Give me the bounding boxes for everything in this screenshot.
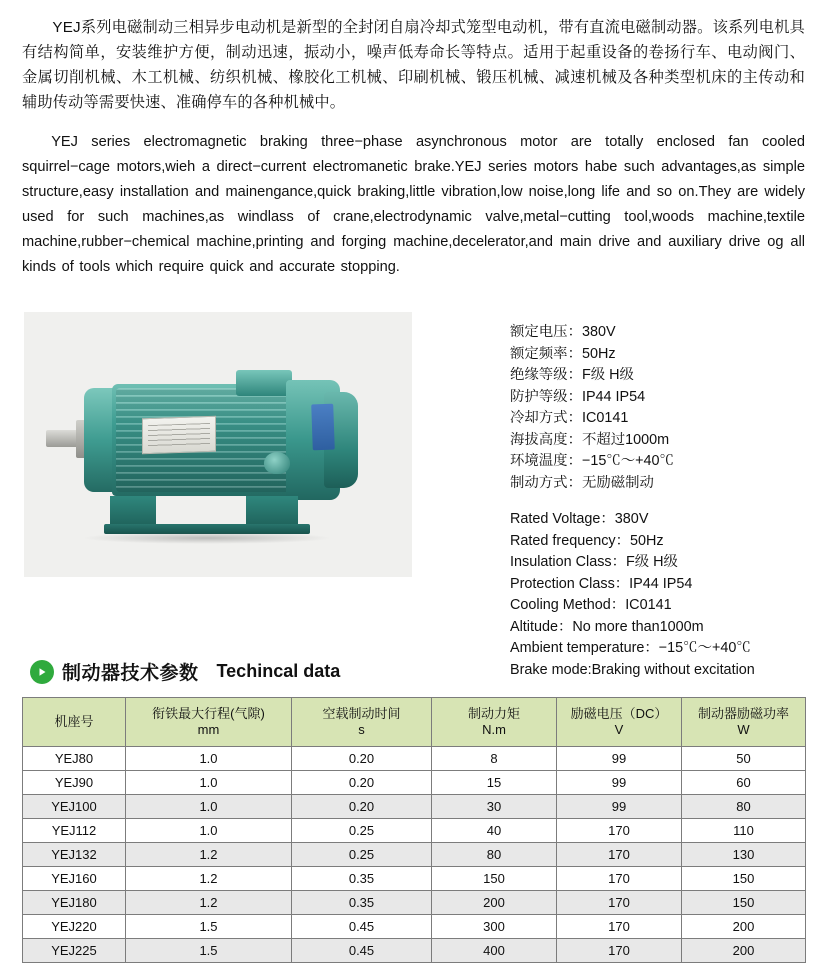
cell-excitation-power: 60 — [682, 771, 806, 795]
table-row — [23, 771, 806, 795]
header-line1: 励磁电压（DC） — [570, 706, 668, 722]
cell-excitation-power: 110 — [682, 819, 806, 843]
spec-line-en-temperature: Ambient temperature：−15℃～+40℃ — [510, 640, 751, 657]
intro-paragraph-english: YEJ series electromagnetic braking three−phase asynchronous motor are totally enclosed fan cooled squirrel−cage motors,wieh a direct−current electromanetic brake.YEJ series motors habe such advantages,as simple structure,easy installation and mainengance,quick braking,little vibration,low noise,long life and so on.They are widely used for such machines,as windlass of crane,electrodynamic valve,metal−cutting tool,woods machine,textile machine,rubber−chemical machine,printing and forging machine,decelerator,and main drive and auxiliary drive og all kinds of tools which require quick and accurate stopping. — [22, 134, 805, 276]
cell-excitation-voltage: 99 — [557, 795, 682, 819]
cell-braking-torque: 8 — [432, 747, 557, 771]
cell-excitation-voltage: 170 — [557, 819, 682, 843]
spec-line-cn-brake-mode: 制动方式：无励磁制动 — [510, 474, 654, 491]
cell-armature-stroke: 1.0 — [126, 795, 292, 819]
cell-excitation-power: 130 — [682, 843, 806, 867]
header-line2: W — [737, 722, 750, 738]
cell-armature-stroke: 1.0 — [126, 747, 292, 771]
specifications-block — [510, 322, 827, 681]
spec-line-en-protection: Protection Class：IP44 IP54 — [510, 575, 693, 592]
cell-braking-time: 0.35 — [292, 867, 432, 891]
cell-excitation-voltage: 170 — [557, 867, 682, 891]
motor-shadow — [82, 532, 332, 544]
cell-excitation-voltage: 170 — [557, 915, 682, 939]
column-header-no-load-braking-time — [292, 698, 432, 747]
section-title-chinese: 制动器技术参数 — [62, 663, 199, 685]
cell-braking-torque: 80 — [432, 843, 557, 867]
motor-adjuster-knob — [264, 452, 290, 474]
cell-armature-stroke: 1.5 — [126, 939, 292, 963]
cell-frame-size: YEJ132 — [23, 843, 126, 867]
cell-braking-torque: 300 — [432, 915, 557, 939]
cell-braking-time: 0.25 — [292, 819, 432, 843]
cell-braking-time: 0.20 — [292, 771, 432, 795]
cell-frame-size: YEJ160 — [23, 867, 126, 891]
section-heading — [22, 658, 805, 685]
spec-line-cn-altitude: 海拔高度：不超过1000m — [510, 431, 670, 448]
cell-braking-torque: 40 — [432, 819, 557, 843]
cell-frame-size: YEJ225 — [23, 939, 126, 963]
intro-section — [22, 15, 805, 280]
cell-excitation-power: 150 — [682, 867, 806, 891]
cell-braking-torque: 200 — [432, 891, 557, 915]
table-row — [23, 819, 806, 843]
header-line2: N.m — [482, 722, 506, 738]
play-icon — [30, 660, 54, 684]
specifications-chinese — [510, 322, 827, 494]
motor-photo — [24, 312, 412, 577]
spec-line-cn-cooling: 冷却方式：IC0141 — [510, 410, 629, 427]
cell-braking-time: 0.25 — [292, 843, 432, 867]
header-line1: 空载制动时间 — [322, 706, 401, 722]
cell-armature-stroke: 1.0 — [126, 819, 292, 843]
spec-line-en-voltage: Rated Voltage：380V — [510, 511, 649, 528]
cell-armature-stroke: 1.2 — [126, 867, 292, 891]
cell-armature-stroke: 1.2 — [126, 891, 292, 915]
spec-line-en-frequency: Rated frequency：50Hz — [510, 532, 664, 549]
table-header-row — [23, 698, 806, 747]
cell-braking-torque: 30 — [432, 795, 557, 819]
cell-excitation-voltage: 99 — [557, 747, 682, 771]
column-header-excitation-voltage — [557, 698, 682, 747]
cell-excitation-power: 200 — [682, 915, 806, 939]
cell-excitation-voltage: 170 — [557, 891, 682, 915]
table-row — [23, 939, 806, 963]
spec-line-cn-insulation: 绝缘等级：F级 H级 — [510, 367, 634, 384]
column-header-frame-size — [23, 698, 126, 747]
motor-blue-label — [311, 404, 335, 451]
spec-line-en-altitude: Altitude：No more than1000m — [510, 618, 704, 635]
table-row — [23, 915, 806, 939]
table-row — [23, 795, 806, 819]
cell-armature-stroke: 1.2 — [126, 843, 292, 867]
cell-excitation-power: 80 — [682, 795, 806, 819]
cell-braking-time: 0.35 — [292, 891, 432, 915]
spec-line-cn-frequency: 额定频率：50Hz — [510, 345, 616, 362]
header-line1: 制动力矩 — [467, 706, 520, 722]
cell-armature-stroke: 1.0 — [126, 771, 292, 795]
spec-line-en-brake-mode: Brake mode:Braking without excitation — [510, 661, 755, 678]
motor-terminal-box — [236, 370, 292, 396]
header-line2: mm — [197, 722, 220, 738]
table-row — [23, 867, 806, 891]
cell-frame-size: YEJ112 — [23, 819, 126, 843]
header-line2: V — [614, 722, 624, 738]
cell-excitation-power: 200 — [682, 939, 806, 963]
header-line1: 制动器励磁功率 — [697, 706, 789, 722]
cell-armature-stroke: 1.5 — [126, 915, 292, 939]
column-header-excitation-power — [682, 698, 806, 747]
header-line1: 机座号 — [54, 714, 94, 730]
spec-line-en-insulation: Insulation Class：F级 H级 — [510, 554, 678, 571]
cell-braking-time: 0.20 — [292, 747, 432, 771]
technical-data-table — [22, 697, 806, 963]
spec-line-cn-temperature: 环境温度：−15℃～+40℃ — [510, 453, 674, 470]
spec-line-cn-voltage: 额定电压：380V — [510, 324, 616, 341]
section-title-english: Techincal data — [216, 661, 341, 682]
cell-frame-size: YEJ90 — [23, 771, 126, 795]
cell-frame-size: YEJ100 — [23, 795, 126, 819]
column-header-armature-stroke — [126, 698, 292, 747]
cell-excitation-voltage: 99 — [557, 771, 682, 795]
cell-braking-torque: 400 — [432, 939, 557, 963]
cell-braking-time: 0.20 — [292, 795, 432, 819]
cell-excitation-voltage: 170 — [557, 939, 682, 963]
header-line2: s — [358, 722, 365, 738]
specifications-english — [510, 509, 827, 681]
cell-frame-size: YEJ180 — [23, 891, 126, 915]
column-header-braking-torque — [432, 698, 557, 747]
cell-braking-torque: 150 — [432, 867, 557, 891]
motor-illustration — [24, 312, 412, 577]
document-page — [0, 15, 827, 970]
cell-frame-size: YEJ80 — [23, 747, 126, 771]
intro-paragraph-chinese: YEJ系列电磁制动三相异步电动机是新型的全封闭自扇冷却式笼型电动机，带有直流电磁制动器。该系列电机具有结构简单，安装维护方便，制动迅速，振动小，噪声低寿命长等特点。适用于起重设备的卷扬行车、电动阀门、金属切削机械、木工机械、纺织机械、橡胶化工机械、印刷机械、锻压机械、减速机械及各种类型机床的主传动和辅助传动等需要快速、准确停车的各种机械中。 — [22, 19, 805, 112]
cell-braking-time: 0.45 — [292, 939, 432, 963]
spec-line-cn-protection: 防护等级：IP44 IP54 — [510, 388, 646, 405]
cell-braking-time: 0.45 — [292, 915, 432, 939]
table-row — [23, 747, 806, 771]
motor-nameplate — [142, 416, 216, 455]
cell-frame-size: YEJ220 — [23, 915, 126, 939]
cell-excitation-voltage: 170 — [557, 843, 682, 867]
cell-excitation-power: 150 — [682, 891, 806, 915]
header-line1: 衔铁最大行程(气隙) — [152, 706, 265, 722]
cell-excitation-power: 50 — [682, 747, 806, 771]
table-row — [23, 891, 806, 915]
cell-braking-torque: 15 — [432, 771, 557, 795]
table-row — [23, 843, 806, 867]
spec-line-en-cooling: Cooling Method：IC0141 — [510, 597, 672, 614]
